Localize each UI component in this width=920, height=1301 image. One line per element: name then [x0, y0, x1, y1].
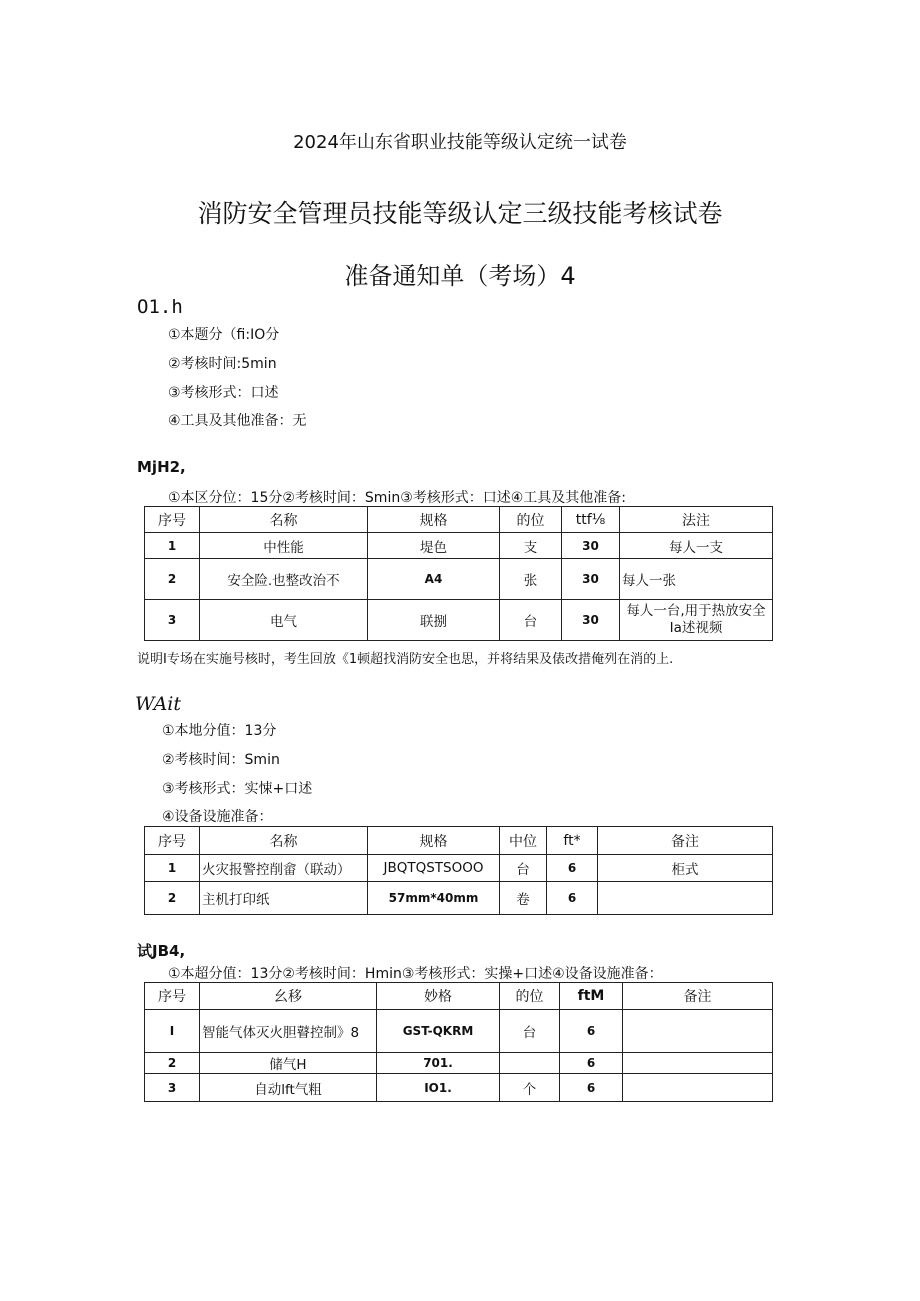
table-header-row: [145, 507, 773, 533]
section4-intro: ①本超分值：13分②考核时间：Hmin③考核形式：实操+口述④设备设施准备：: [168, 966, 663, 982]
header-cell: 的位: [500, 507, 562, 533]
table-header-row: [145, 827, 773, 855]
table-cell: [623, 1053, 773, 1074]
table-cell: 中性能: [200, 533, 368, 559]
table-cell: 3: [145, 1074, 200, 1102]
document-title-line2: 消防安全管理员技能等级认定三级技能考核试卷: [197, 199, 723, 228]
header-cell: 的位: [500, 983, 560, 1010]
header-cell: 名称: [200, 827, 368, 855]
table-cell: IO1.: [377, 1074, 500, 1102]
table-cell: 每人一张: [620, 559, 773, 600]
table-cell: 安全险.也整改治不: [200, 559, 368, 600]
table-row: [145, 533, 773, 559]
table-cell: 30: [562, 533, 620, 559]
table-cell: 柜式: [598, 855, 773, 882]
table-cell: 个: [500, 1074, 560, 1102]
table-cell: [623, 1074, 773, 1102]
table-cell: 57mm*40mm: [368, 882, 500, 915]
table-cell: I: [145, 1010, 200, 1053]
table-cell: [598, 882, 773, 915]
section1-item-form: ③考核形式：口述: [168, 385, 279, 401]
document-title-line3: 准备通知单（考场）4: [344, 262, 576, 290]
table-cell: [500, 1053, 560, 1074]
table-cell: 1: [145, 533, 200, 559]
document-title-line1: 2024年山东省职业技能等级认定统一试卷: [293, 132, 627, 153]
table-cell: 6: [560, 1074, 623, 1102]
header-cell: 备注: [623, 983, 773, 1010]
table-row: [145, 855, 773, 882]
table-cell: JBQTQSTSOOO: [368, 855, 500, 882]
section2-heading: MjH2,: [137, 458, 186, 476]
table-cell: GST-QKRM: [377, 1010, 500, 1053]
table-cell: 30: [562, 600, 620, 641]
table-cell: 火灾报警控削畲（联动）: [200, 855, 368, 882]
table-cell: 2: [145, 882, 200, 915]
table-row: [145, 600, 773, 641]
section3-item-form: ③考核形式：实悚+口述: [162, 781, 313, 797]
table-cell: 自动lft气粗: [200, 1074, 377, 1102]
section2-note: 说明I专场在实施号核时，考生回放《1顿超找消防安全也思，并将结果及俵改措俺列在消的上.: [137, 652, 674, 667]
table-cell: 701.: [377, 1053, 500, 1074]
header-cell: 规格: [368, 827, 500, 855]
table-cell: [623, 1010, 773, 1053]
table-cell: 支: [500, 533, 562, 559]
section3-item-time: ②考核时间：Smin: [162, 752, 280, 768]
section1-item-score: ①本题分（fi:IO分: [168, 327, 280, 343]
header-cell: 序号: [145, 507, 200, 533]
table-cell: 堤色: [368, 533, 500, 559]
header-cell: 幺移: [200, 983, 377, 1010]
section1-item-time: ②考核时间:5min: [168, 356, 277, 372]
table-row: [145, 1010, 773, 1053]
header-cell: 名称: [200, 507, 368, 533]
table-cell: 张: [500, 559, 562, 600]
table-row: [145, 559, 773, 600]
section3-table: [144, 826, 773, 915]
table-header-row: [145, 983, 773, 1010]
table-cell: 2: [145, 1053, 200, 1074]
table-cell: 储气H: [200, 1053, 377, 1074]
table-cell: 智能气体灭火胆瞽控制》8: [200, 1010, 377, 1053]
section4-heading: 试JB4,: [137, 942, 186, 960]
header-cell: 规格: [368, 507, 500, 533]
table-row: [145, 1053, 773, 1074]
section2-table: [144, 506, 773, 641]
header-cell: 序号: [145, 983, 200, 1010]
table-row: [145, 1074, 773, 1102]
table-cell: 台: [500, 855, 547, 882]
table-cell: 6: [560, 1010, 623, 1053]
header-cell: 法注: [620, 507, 773, 533]
table-cell: 卷: [500, 882, 547, 915]
table-cell: A4: [368, 559, 500, 600]
table-cell: 台: [500, 600, 562, 641]
section2-intro: ①本区分位：15分②考核时间：Smin③考核形式：口述④工具及其他准备:: [168, 490, 627, 506]
table-cell: 每人一支: [620, 533, 773, 559]
section3-item-score: ①本地分值：13分: [162, 723, 277, 739]
table-cell: 30: [562, 559, 620, 600]
table-cell: 2: [145, 559, 200, 600]
header-cell: 妙格: [377, 983, 500, 1010]
table-cell: 1: [145, 855, 200, 882]
section1-heading: O1.h: [137, 296, 183, 318]
table-cell: 3: [145, 600, 200, 641]
table-cell: 6: [560, 1053, 623, 1074]
table-cell: 每人一台,用于热放安全Ia述视频: [620, 600, 773, 641]
section1-item-tools: ④工具及其他准备：无: [168, 413, 307, 429]
section3-item-equipment: ④设备设施准备：: [162, 809, 273, 825]
table-cell: 6: [547, 882, 598, 915]
header-cell: 中位: [500, 827, 547, 855]
header-cell: ttf⅛: [562, 507, 620, 533]
table-row: [145, 882, 773, 915]
header-cell: ft*: [547, 827, 598, 855]
table-cell: 台: [500, 1010, 560, 1053]
section4-table: [144, 982, 773, 1102]
header-cell: ftM: [560, 983, 623, 1010]
table-cell: 电气: [200, 600, 368, 641]
header-cell: 序号: [145, 827, 200, 855]
table-cell: 主机打印纸: [200, 882, 368, 915]
header-cell: 备注: [598, 827, 773, 855]
table-cell: 6: [547, 855, 598, 882]
section3-heading: WAit: [135, 693, 182, 715]
table-cell: 联捌: [368, 600, 500, 641]
